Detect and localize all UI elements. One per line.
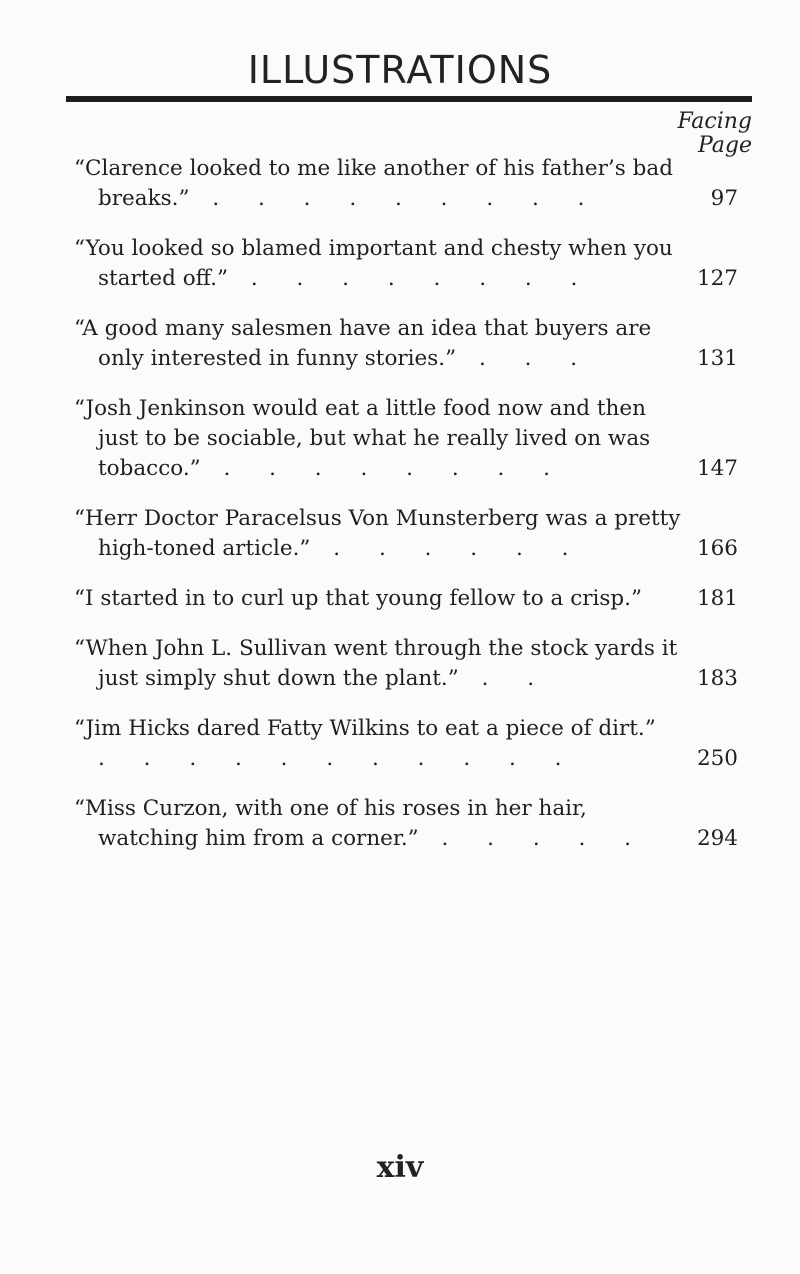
illustration-caption: “You looked so blamed important and chesty when you started off.” <box>74 236 673 291</box>
illustration-page-number: 181 <box>696 586 738 611</box>
illustration-caption: “A good many salesmen have an idea that buyers are only interested in funny stories.” <box>74 316 652 371</box>
dot-leader: . . . . . . . . <box>200 456 566 481</box>
illustrations-list <box>74 154 738 874</box>
illustration-page-number: 183 <box>696 666 738 691</box>
illustration-entry <box>74 584 738 614</box>
illustration-entry <box>74 504 738 564</box>
illustration-page-number: 127 <box>696 266 738 291</box>
illustration-entry <box>74 154 738 214</box>
illustration-caption: “Jim Hicks dared Fatty Wilkins to eat a piece of dirt.” <box>74 716 656 741</box>
illustration-caption: “Clarence looked to me like another of his father’s bad breaks.” <box>74 156 673 211</box>
illustration-page-number: 294 <box>696 826 738 851</box>
illustration-entry <box>74 794 738 854</box>
illustration-page-number: 131 <box>696 346 738 371</box>
page-label: Page <box>697 133 752 158</box>
dot-leader: . . . . . . . . . <box>189 186 601 211</box>
illustration-entry <box>74 634 738 694</box>
facing-label: Facing <box>677 109 752 134</box>
illustration-page-number: 147 <box>696 456 738 481</box>
illustration-caption: “Herr Doctor Paracelsus Von Munsterberg was a pretty high-toned article.” <box>74 506 681 561</box>
facing-page-header <box>678 110 753 158</box>
illustration-caption: “Miss Curzon, with one of his roses in her hair, watching him from a corner.” <box>74 796 587 851</box>
illustration-page-number: 166 <box>696 536 738 561</box>
dot-leader: . . . <box>456 346 594 371</box>
illustration-entry <box>74 234 738 294</box>
page-title: ILLUSTRATIONS <box>247 48 553 92</box>
illustration-page-number: 97 <box>710 186 738 211</box>
dot-leader: . . . . . . . . <box>228 266 594 291</box>
illustration-page-number: 250 <box>696 746 738 771</box>
dot-leader: . . <box>458 666 551 691</box>
dot-leader: . . . . . . . . . . . <box>98 746 578 771</box>
illustration-caption: “When John L. Sullivan went through the stock yards it just simply shut down the plant.” <box>74 636 678 691</box>
illustration-entry <box>74 714 738 774</box>
dot-leader: . . . . . . <box>310 536 585 561</box>
illustration-caption: “I started in to curl up that young fellow to a crisp.” <box>74 586 643 611</box>
dot-leader: . . . . . <box>418 826 647 851</box>
title-rule <box>66 96 752 102</box>
page-folio: xiv <box>376 1150 424 1185</box>
illustration-entry <box>74 394 738 484</box>
illustration-caption: “Josh Jenkinson would eat a little food now and then just to be sociable, but what he really lived on was tobacco.” <box>74 396 651 481</box>
illustration-entry <box>74 314 738 374</box>
